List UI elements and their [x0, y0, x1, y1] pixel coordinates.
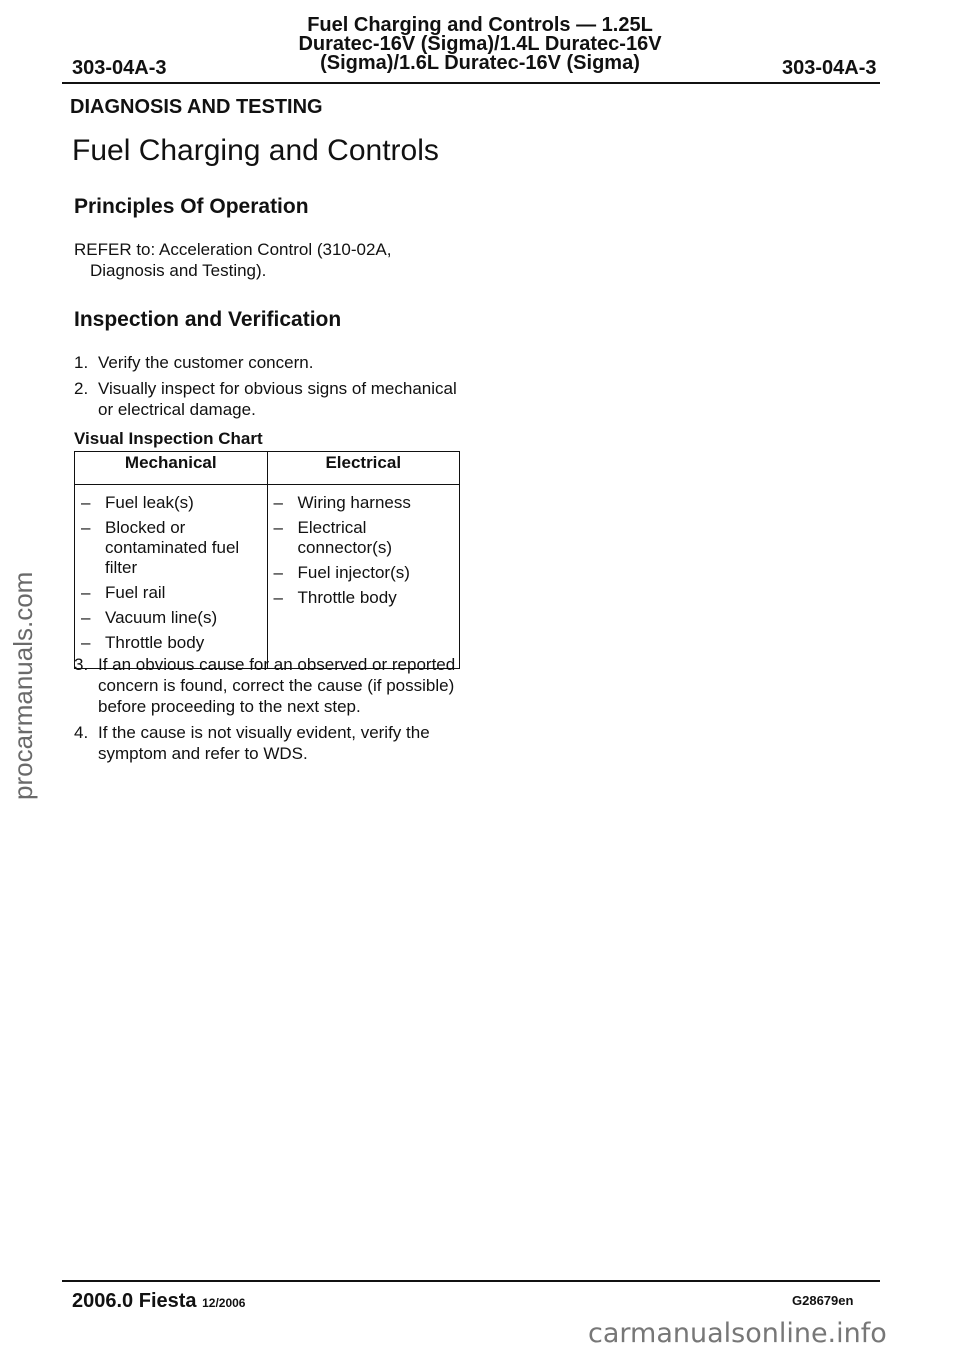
footer-date: 12/2006: [202, 1296, 246, 1310]
dash-mark: –: [81, 493, 91, 512]
chart-caption: Visual Inspection Chart: [74, 429, 263, 448]
step-text: Verify the customer concern.: [98, 353, 314, 372]
mechanical-item: Fuel leak(s): [105, 493, 194, 512]
list-item: [79, 633, 263, 653]
mechanical-item: Vacuum line(s): [105, 608, 218, 627]
list-item: [79, 493, 263, 513]
header-title-line-1: Fuel Charging and Controls — 1.25L: [307, 14, 653, 36]
site-watermark: carmanualsonline.info: [588, 1318, 887, 1349]
page-number-left: 303-04A-3: [72, 57, 167, 79]
dash-mark: –: [273, 493, 283, 512]
mechanical-item: Blocked or contaminated fuel filter: [105, 518, 240, 577]
dash-mark: –: [81, 608, 91, 627]
table-header-row: [75, 452, 460, 485]
steps-before-list: [74, 352, 474, 425]
dash-mark: –: [273, 518, 283, 537]
footer-code: G28679en: [792, 1293, 854, 1308]
dash-mark: –: [273, 563, 283, 582]
step-number: 3.: [74, 655, 89, 674]
mechanical-item: Fuel rail: [105, 583, 166, 602]
step-number: 4.: [74, 723, 89, 742]
electrical-item: Throttle body: [297, 588, 397, 607]
list-item: [74, 352, 474, 373]
list-item: [79, 518, 263, 578]
section-heading: DIAGNOSIS AND TESTING: [70, 96, 323, 118]
list-item: [79, 608, 263, 628]
refer-line-2: Diagnosis and Testing).: [90, 261, 267, 280]
page-number-right: 303-04A-3: [782, 57, 877, 79]
inspection-heading: Inspection and Verification: [74, 308, 342, 331]
step-number: 2.: [74, 379, 89, 398]
page-title: Fuel Charging and Controls: [72, 134, 439, 167]
steps-after-list: [74, 654, 466, 769]
footer-model-name: 2006.0 Fiesta: [72, 1290, 197, 1312]
mechanical-item: Throttle body: [105, 633, 205, 652]
header-title-line-3: (Sigma)/1.6L Duratec-16V (Sigma): [320, 52, 640, 74]
list-item: [79, 583, 263, 603]
step-text: If an obvious cause for an observed or reported concern is found, correct the cause (if possible) before proceeding to the next step.: [98, 655, 456, 716]
electrical-cell: [267, 485, 460, 669]
dash-mark: –: [273, 588, 283, 607]
list-item: [272, 588, 456, 608]
mechanical-cell: [75, 485, 268, 669]
electrical-item: Wiring harness: [297, 493, 411, 512]
dash-mark: –: [81, 583, 91, 602]
principles-heading: Principles Of Operation: [74, 195, 309, 218]
header-rule: [62, 82, 880, 84]
column-header-electrical: Electrical: [267, 452, 460, 485]
list-item: [74, 654, 466, 717]
step-text: If the cause is not visually evident, verify the symptom and refer to WDS.: [98, 723, 430, 763]
dash-mark: –: [81, 518, 91, 537]
step-text: Visually inspect for obvious signs of mechanical or electrical damage.: [98, 379, 457, 419]
list-item: [74, 722, 466, 764]
header-title: [230, 16, 730, 73]
electrical-item: Electrical connector(s): [297, 518, 392, 557]
list-item: [272, 493, 456, 513]
header-title-line-2: Duratec-16V (Sigma)/1.4L Duratec-16V: [298, 33, 662, 55]
visual-inspection-table: [74, 451, 460, 669]
electrical-item: Fuel injector(s): [297, 563, 410, 582]
footer-model: [72, 1290, 245, 1313]
principles-refer: [74, 239, 391, 281]
list-item: [272, 518, 456, 558]
footer-rule: [62, 1280, 880, 1282]
dash-mark: –: [81, 633, 91, 652]
list-item: [74, 378, 466, 420]
column-header-mechanical: Mechanical: [75, 452, 268, 485]
table-row: [75, 485, 460, 669]
refer-line-1: REFER to: Acceleration Control (310-02A,: [74, 240, 392, 259]
list-item: [272, 563, 456, 583]
step-number: 1.: [74, 353, 89, 372]
